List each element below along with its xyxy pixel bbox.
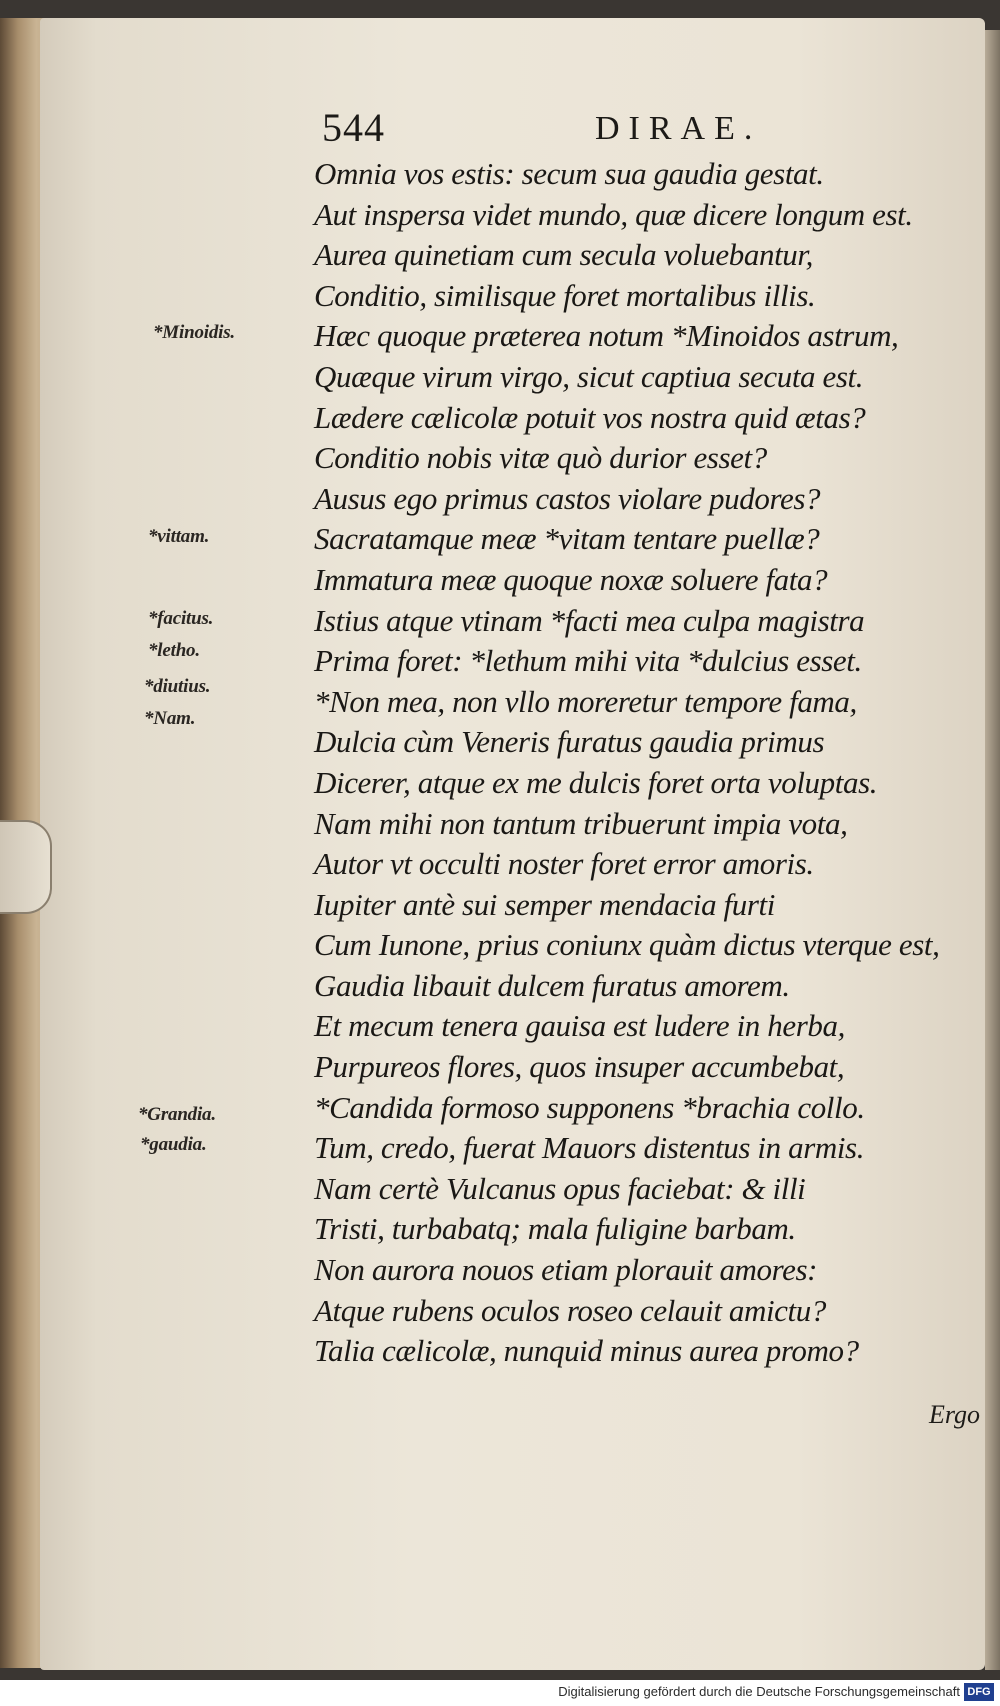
verse-line: Tum, credo, fuerat Mauors distentus in armis. xyxy=(314,1130,865,1166)
margin-note: *gaudia. xyxy=(140,1134,207,1155)
verse-line: Ausus ego primus castos violare pudores? xyxy=(314,480,821,516)
verse-line: Aurea quinetiam cum secula voluebantur, xyxy=(314,237,813,273)
margin-note: *Nam. xyxy=(144,708,196,729)
verse-line: Quæque virum virgo, sicut captiua secuta est. xyxy=(314,358,864,394)
verse-line: Lædere cælicolæ potuit vos nostra quid ætas? xyxy=(314,399,866,435)
margin-note: *Grandia. xyxy=(138,1104,216,1125)
verse-line: Dicerer, atque ex me dulcis foret orta voluptas. xyxy=(314,764,878,800)
margin-note: *letho. xyxy=(148,640,200,661)
verse-line: Sacratamque meæ *vitam tentare puellæ? xyxy=(314,521,820,557)
dfg-logo: DFG xyxy=(964,1683,994,1701)
page-number: 544 xyxy=(322,105,385,150)
clasp-tab xyxy=(0,820,52,914)
verse-line: *Non mea, non vllo moreretur tempore fama, xyxy=(314,683,857,719)
verse-line: Gaudia libauit dulcem furatus amorem. xyxy=(314,967,790,1003)
verse-line: Istius atque vtinam *facti mea culpa magistra xyxy=(314,602,865,638)
margin-note: *vittam. xyxy=(148,526,210,547)
verse-line: *Candida formoso supponens *brachia collo. xyxy=(314,1089,865,1125)
verse-line: Non aurora nouos etiam plorauit amores: xyxy=(314,1252,818,1288)
verse-line: Dulcia cùm Veneris furatus gaudia primus xyxy=(314,724,825,760)
running-title: DIRAE. xyxy=(595,110,762,147)
verse-line: Cum Iunone, prius coniunx quàm dictus vterque est, xyxy=(314,927,940,963)
verse-line: Et mecum tenera gauisa est ludere in herba, xyxy=(314,1008,845,1044)
margin-note: *diutius. xyxy=(144,676,211,697)
footer-credit: Digitalisierung gefördert durch die Deutsche Forschungsgemeinschaft xyxy=(558,1684,960,1699)
verse-line: Talia cælicolæ, nunquid minus aurea promo? xyxy=(314,1333,859,1369)
verse-line: Hæc quoque præterea notum *Minoidos astrum, xyxy=(314,318,899,354)
verse-line: Prima foret: *lethum mihi vita *dulcius esset. xyxy=(314,643,862,679)
verse-line: Conditio, similisque foret mortalibus illis. xyxy=(314,277,816,313)
verse-list xyxy=(314,154,994,1372)
verse-line: Aut inspersa videt mundo, quæ dicere longum est. xyxy=(314,196,913,232)
footer-bar xyxy=(0,1680,1000,1706)
verse-line: Iupiter antè sui semper mendacia furti xyxy=(314,886,775,922)
catchword: Ergo xyxy=(929,1400,981,1429)
verse-line: Nam mihi non tantum tribuerunt impia vota, xyxy=(314,805,848,841)
verse-line: Conditio nobis vitæ quò durior esset? xyxy=(314,440,767,476)
verse-line: Autor vt occulti noster foret error amoris. xyxy=(314,846,814,882)
margin-note: *facitus. xyxy=(148,608,214,629)
verse-line: Atque rubens oculos roseo celauit amictu? xyxy=(314,1292,826,1328)
verse-line: Tristi, turbabatq; mala fuligine barbam. xyxy=(314,1211,796,1247)
margin-note: *Minoidis. xyxy=(153,322,235,343)
verse-line: Omnia vos estis: secum sua gaudia gestat. xyxy=(314,156,824,191)
verse-line: Nam certè Vulcanus opus faciebat: & illi xyxy=(314,1170,806,1206)
verse-line: Immatura meæ quoque noxæ soluere fata? xyxy=(314,561,828,597)
verse-line: Purpureos flores, quos insuper accumbebat, xyxy=(314,1049,845,1085)
